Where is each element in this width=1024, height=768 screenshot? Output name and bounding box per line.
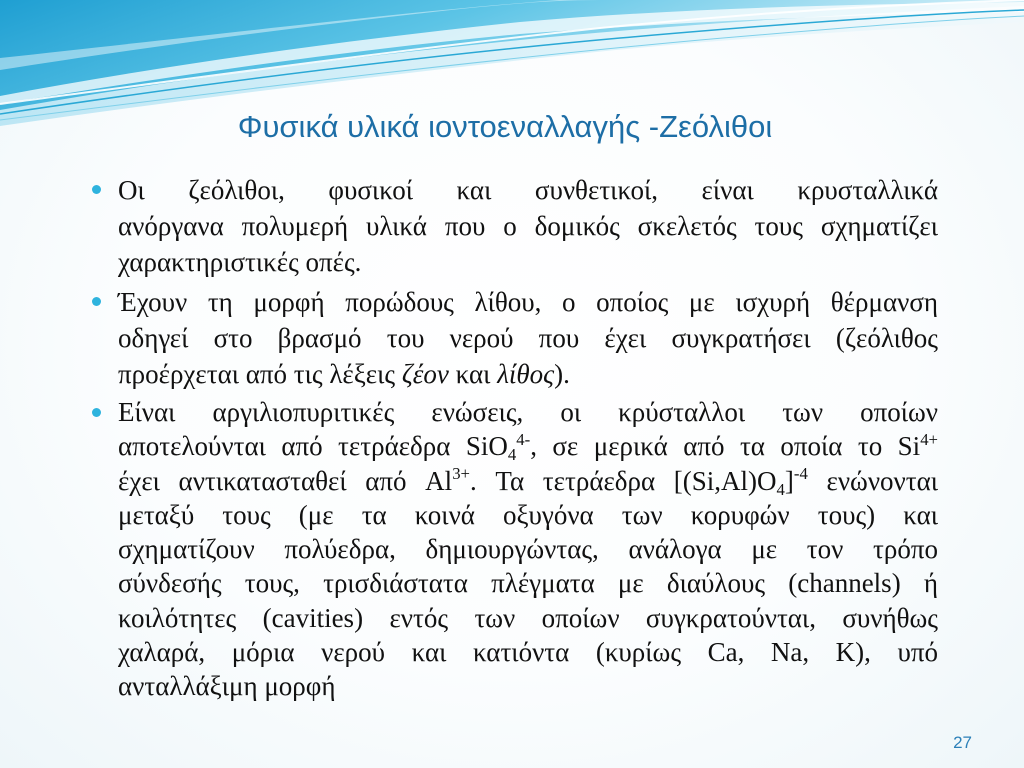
italic-term: ζέον <box>401 359 449 389</box>
text-line <box>118 532 938 566</box>
text-line <box>118 566 938 600</box>
slide-title: Φυσικά υλικά ιοντοεναλλαγής -Ζεόλιθοι <box>237 109 773 144</box>
text-run: ανόργανα πολυμερή υλικά που ο δομικός σκελετός τους σχηματίζει <box>118 211 938 241</box>
text-line <box>118 208 938 244</box>
text-line <box>118 464 938 498</box>
superscript: -4 <box>793 464 808 484</box>
slide-body <box>118 172 938 703</box>
text-run: έχει αντικατασταθεί από Al <box>118 465 453 496</box>
text-line <box>118 669 938 703</box>
text-line <box>118 635 938 669</box>
text-run: Οι ζεόλιθοι, φυσικοί και συνθετικοί, είναι κρυσταλλικά <box>118 175 938 205</box>
superscript: 4+ <box>920 429 938 449</box>
text-run: και <box>448 359 498 389</box>
text-run: Είναι αργιλιοπυριτικές ενώσεις, οι κρύσταλλοι των οποίων <box>118 397 938 427</box>
bullet-item <box>118 284 938 392</box>
text-line <box>118 498 938 532</box>
text-run: προέρχεται από τις λέξεις <box>118 359 402 389</box>
subscript: 4 <box>776 479 785 499</box>
text-line <box>118 356 938 392</box>
text-line <box>118 320 938 356</box>
superscript: 3+ <box>452 464 470 484</box>
superscript: 4- <box>516 429 531 449</box>
bullet-item <box>118 395 938 703</box>
text-line <box>118 429 938 463</box>
bullet-dot-icon <box>92 185 101 194</box>
text-line <box>118 172 938 208</box>
bullet-dot-icon <box>92 408 101 417</box>
text-line <box>118 284 938 320</box>
text-run: Έχουν τη μορφή πορώδους λίθου, ο οποίος με ισχυρή θέρμανση <box>118 287 938 317</box>
text-line <box>118 395 938 429</box>
bullet-dot-icon <box>92 297 101 306</box>
text-line <box>118 601 938 635</box>
subscript: 4 <box>507 445 517 465</box>
text-run: κοιλότητες (cavities) εντός των οποίων συγκρατούνται, συνήθως <box>118 602 938 633</box>
text-run: χαλαρά, μόρια νερού και κατιόντα (κυρίως Ca, Na, K), υπό <box>118 636 938 667</box>
text-run: ανταλλάξιμη μορφή <box>118 671 336 701</box>
text-run: . Τα τετράεδρα [(Si,Al)O <box>470 465 777 496</box>
text-run: ενώνονται <box>807 465 938 496</box>
text-run: ). <box>554 359 570 389</box>
bullet-item <box>118 172 938 280</box>
text-run: οδηγεί στο βρασμό του νερού που έχει συγκρατήσει (ζεόλιθος <box>118 323 938 353</box>
text-run: σύνδεσής τους, τρισδιάστατα πλέγματα με διαύλους (channels) ή <box>118 568 938 599</box>
text-run: μεταξύ τους (με τα κοινά οξυγόνα των κορυφών τους) και <box>118 499 938 530</box>
text-run: , σε μερικά από τα οποία το Si <box>530 431 921 462</box>
text-run: σχηματίζουν πολύεδρα, δημιουργώντας, ανάλογα με τον τρόπο <box>118 534 938 564</box>
text-run: αποτελούνται από τετράεδρα SiO <box>118 431 508 462</box>
italic-term: λίθος <box>497 359 555 389</box>
page-number: 27 <box>953 733 972 752</box>
text-run: ] <box>784 465 794 496</box>
text-line <box>118 244 938 280</box>
text-run: χαρακτηριστικές οπές. <box>118 247 362 277</box>
